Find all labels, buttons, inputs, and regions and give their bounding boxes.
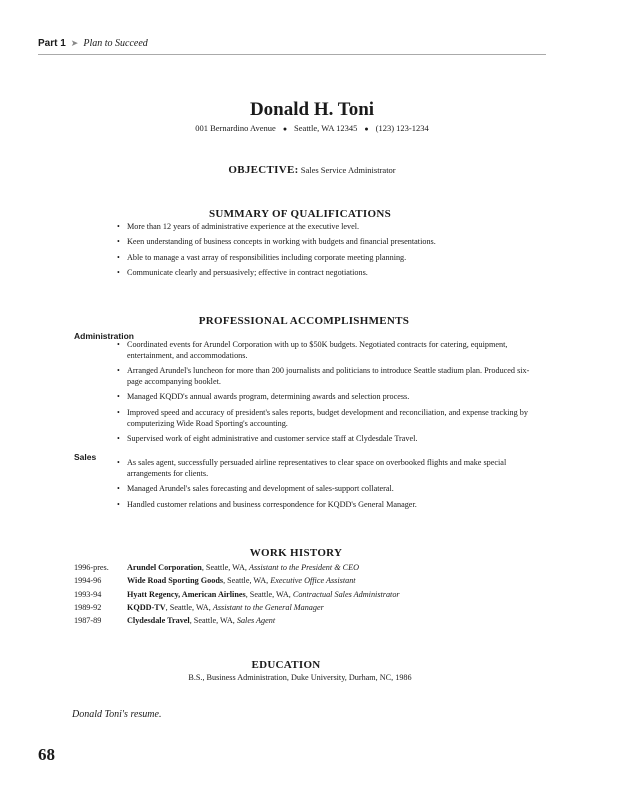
administration-list bbox=[117, 340, 537, 449]
work-role: Contractual Sales Administrator bbox=[292, 589, 400, 599]
work-row bbox=[74, 601, 400, 614]
address: 001 Bernardino Avenue bbox=[195, 123, 276, 133]
contact-line bbox=[0, 123, 624, 133]
education-line: B.S., Business Administration, Duke University, Durham, NC, 1986 bbox=[188, 673, 412, 682]
work-role: Executive Office Assistant bbox=[270, 576, 356, 586]
category-sales: Sales bbox=[74, 452, 97, 462]
accomplishments-title: PROFESSIONAL ACCOMPLISHMENTS bbox=[198, 315, 410, 327]
work-company: Wide Road Sporting Goods bbox=[127, 576, 224, 586]
work-company: Arundel Corporation bbox=[127, 563, 202, 572]
work-location: , Seattle, WA, bbox=[223, 576, 271, 586]
objective-value: Sales Service Administrator bbox=[300, 165, 396, 175]
list-item: • Handled customer relations and business correspondence for KQDD's General Manager. bbox=[117, 500, 537, 511]
list-item: • Arranged Arundel's luncheon for more than 200 journalists and politicians to introduce Seattle stadium plan. Produced six-page accompanying booklet. bbox=[117, 366, 537, 388]
header-rule bbox=[38, 54, 546, 55]
work-history-list bbox=[74, 561, 400, 627]
work-row bbox=[74, 561, 400, 574]
list-item: • Coordinated events for Arundel Corporation with up to $50K budgets. Negotiated contracts for catering, equipment, entertainment, and accommodations. bbox=[117, 340, 537, 362]
work-location: , Seattle, WA, bbox=[189, 616, 237, 626]
objective bbox=[0, 164, 624, 176]
resume-name: Donald H. Toni bbox=[249, 99, 375, 120]
summary-list bbox=[117, 222, 547, 284]
work-years: 1989-92 bbox=[74, 602, 102, 612]
list-item: • Supervised work of eight administrative and customer service staff at Clydesdale Travel. bbox=[117, 434, 537, 445]
education-title: EDUCATION bbox=[251, 659, 321, 671]
list-item: • More than 12 years of administrative experience at the executive level. bbox=[117, 222, 547, 233]
work-location: , Seattle, WA, bbox=[201, 563, 249, 572]
work-location: , Seattle, WA, bbox=[165, 602, 213, 612]
work-location: , Seattle, WA, bbox=[245, 589, 293, 599]
work-years: 1996-pres. bbox=[74, 563, 109, 572]
objective-label: OBJECTIVE: bbox=[228, 164, 299, 176]
page-number: 68 bbox=[38, 745, 55, 764]
city: Seattle, WA 12345 bbox=[294, 123, 358, 133]
work-years: 1994-96 bbox=[74, 576, 102, 586]
phone: (123) 123-1234 bbox=[375, 123, 429, 133]
list-item: • As sales agent, successfully persuaded airline representatives to clear space on overbooked flights and make special arrangements for clients. bbox=[117, 458, 537, 480]
work-row bbox=[74, 574, 400, 587]
figure-caption: Donald Toni's resume. bbox=[72, 709, 162, 720]
running-header bbox=[38, 38, 148, 49]
work-years: 1987-89 bbox=[74, 616, 102, 626]
list-item: • Improved speed and accuracy of president's sales reports, budget development and reconciliation, and expense tracking by computerizing Wide Road Sporting's accounting. bbox=[117, 408, 537, 430]
work-company: Clydesdale Travel bbox=[127, 616, 190, 626]
work-row bbox=[74, 588, 400, 601]
list-item: • Keen understanding of business concepts in working with budgets and financial presentations. bbox=[117, 237, 547, 248]
work-role: Assistant to the President & CEO bbox=[248, 563, 359, 572]
sales-list bbox=[117, 458, 537, 515]
part-title: Plan to Succeed bbox=[83, 38, 148, 49]
part-label: Part 1 bbox=[38, 38, 66, 49]
list-item: • Managed KQDD's annual awards program, determining awards and selection process. bbox=[117, 392, 537, 403]
work-role: Sales Agent bbox=[236, 616, 276, 626]
work-history-title: WORK HISTORY bbox=[249, 547, 343, 559]
list-item: • Communicate clearly and persuasively; effective in contract negotiations. bbox=[117, 268, 547, 279]
summary-title: SUMMARY OF QUALIFICATIONS bbox=[208, 208, 392, 220]
bullet-separator-icon: ● bbox=[364, 125, 369, 133]
list-item: • Able to manage a vast array of responsibilities including corporate meeting planning. bbox=[117, 253, 547, 264]
work-row bbox=[74, 614, 400, 627]
work-role: Assistant to the General Manager bbox=[212, 602, 324, 612]
work-company: KQDD-TV bbox=[127, 602, 166, 612]
list-item: • Managed Arundel's sales forecasting and development of sales-support collateral. bbox=[117, 484, 537, 495]
arrow-icon: ➤ bbox=[70, 38, 79, 48]
work-company: Hyatt Regency, American Airlines bbox=[127, 589, 246, 599]
work-years: 1993-94 bbox=[74, 589, 102, 599]
category-administration: Administration bbox=[74, 331, 134, 341]
bullet-separator-icon: ● bbox=[282, 125, 288, 133]
